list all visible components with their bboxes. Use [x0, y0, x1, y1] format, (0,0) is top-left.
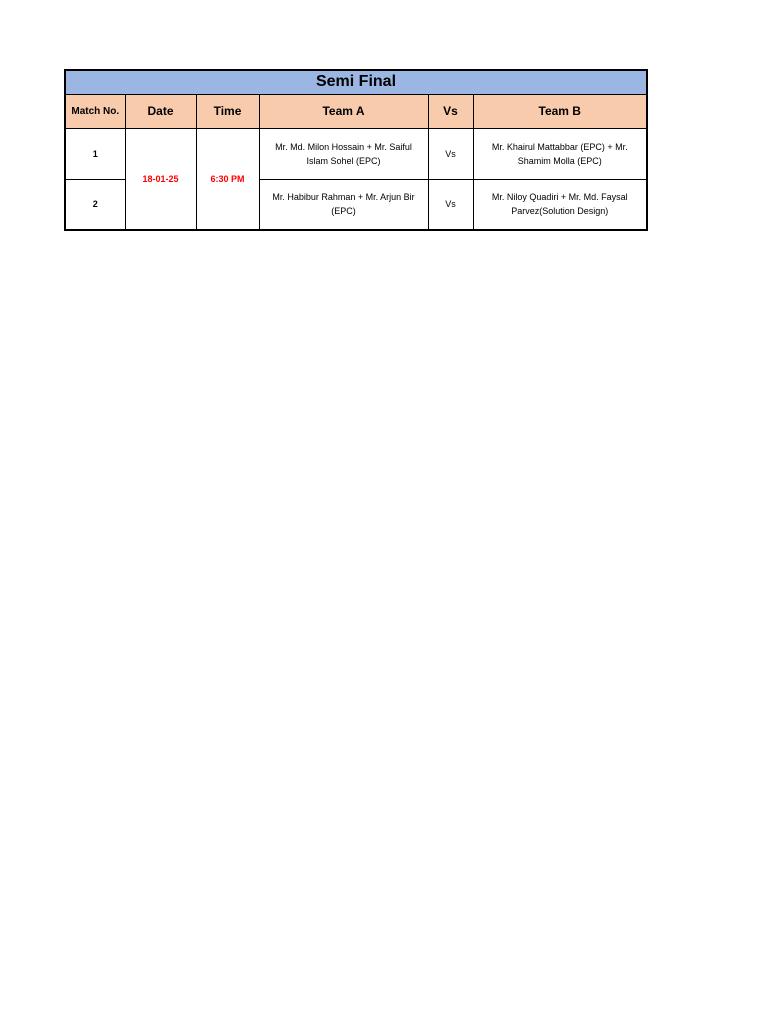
- match-number: 1: [65, 128, 125, 179]
- header-team-a: Team A: [259, 94, 428, 128]
- schedule-sheet: [64, 69, 648, 231]
- table-row: [65, 128, 647, 179]
- team-a-cell: Mr. Md. Milon Hossain + Mr. Saiful Islam Sohel (EPC): [259, 128, 428, 179]
- match-time: 6:30 PM: [196, 128, 259, 230]
- vs-cell: Vs: [428, 179, 473, 230]
- team-a-cell: Mr. Habibur Rahman + Mr. Arjun Bir (EPC): [259, 179, 428, 230]
- header-match-no: Match No.: [65, 94, 125, 128]
- title-row: [65, 70, 647, 94]
- header-date: Date: [125, 94, 196, 128]
- team-b-cell: Mr. Khairul Mattabbar (EPC) + Mr. Shamim Molla (EPC): [473, 128, 647, 179]
- match-number: 2: [65, 179, 125, 230]
- semi-final-table: [64, 69, 648, 231]
- team-b-cell: Mr. Niloy Quadiri + Mr. Md. Faysal Parvez(Solution Design): [473, 179, 647, 230]
- match-date: 18-01-25: [125, 128, 196, 230]
- table-title: Semi Final: [65, 70, 647, 94]
- header-vs: Vs: [428, 94, 473, 128]
- header-row: [65, 94, 647, 128]
- vs-cell: Vs: [428, 128, 473, 179]
- header-time: Time: [196, 94, 259, 128]
- header-team-b: Team B: [473, 94, 647, 128]
